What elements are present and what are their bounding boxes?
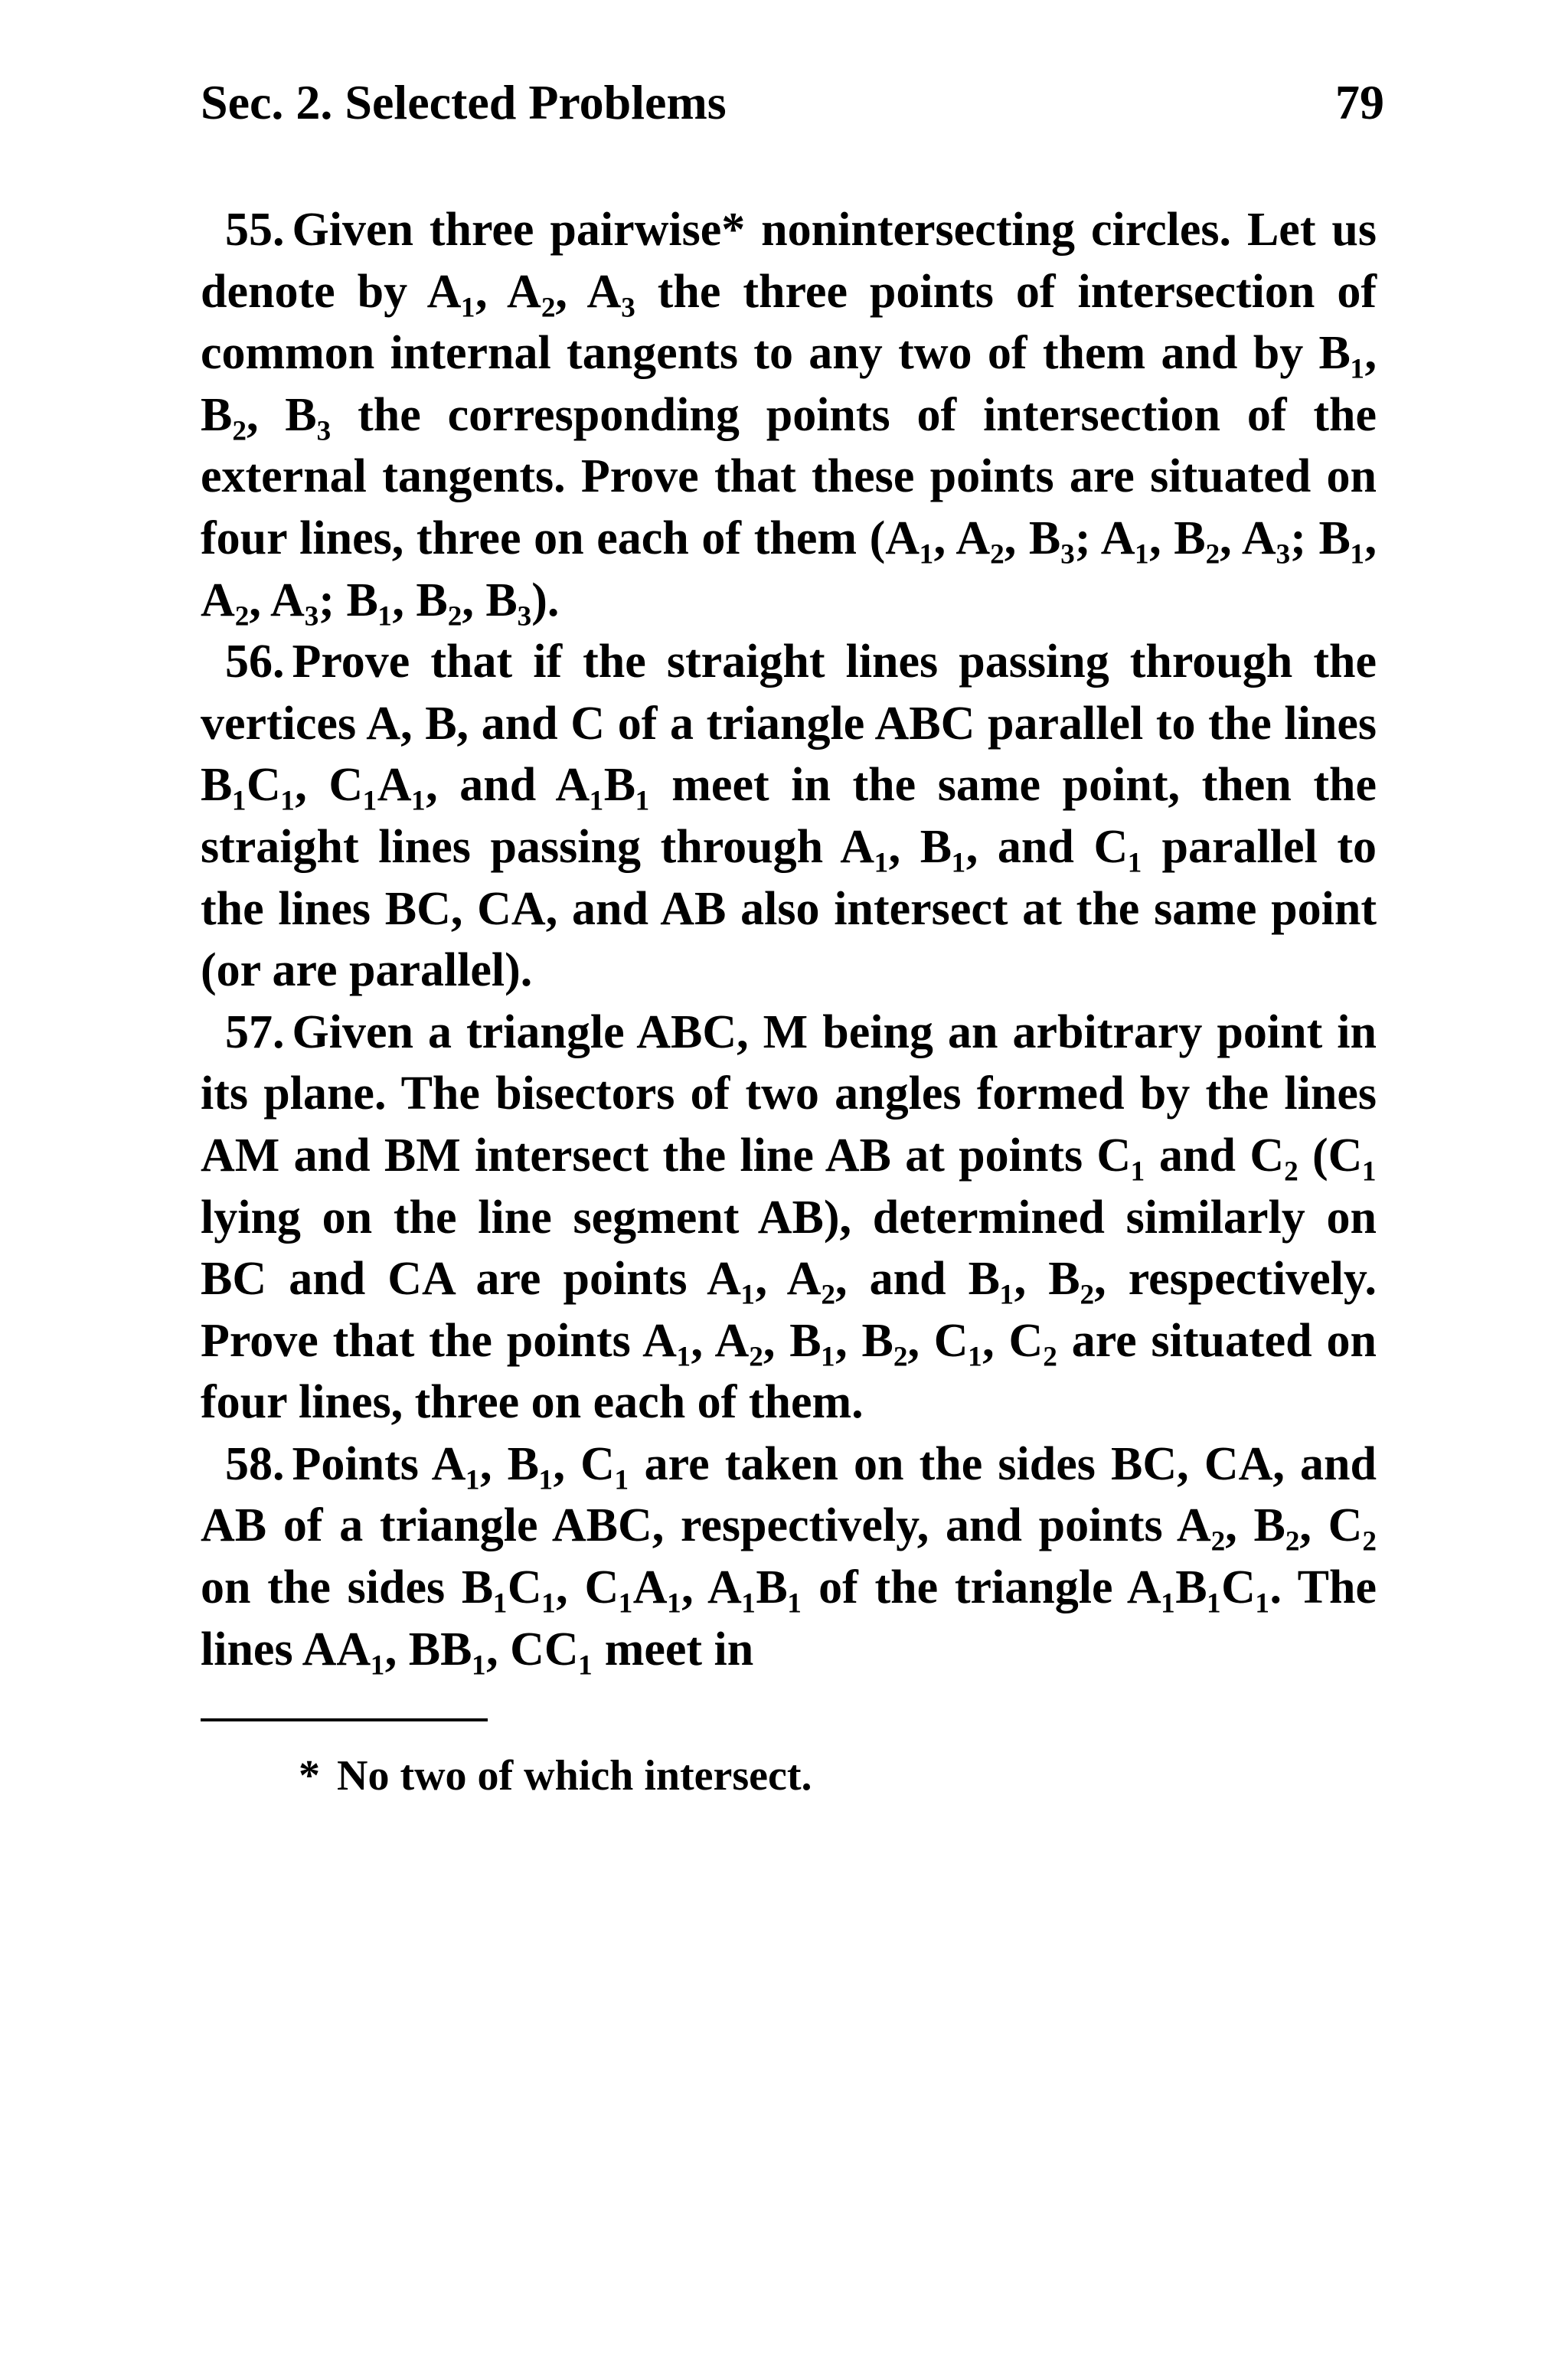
section-title: Sec. 2. Selected Problems [201, 75, 727, 129]
problem-number: 55. [225, 204, 285, 256]
problem-55 [201, 199, 1377, 631]
page-number: 79 [1335, 75, 1384, 129]
problem-text: Given three pairwise* nonintersecting circles. Let us denote by A₁, A₂, A₃ the three points of intersection of common internal tangents to any two of them and by B₁, B₂, B₃ the corresponding points of intersection of the external tangents. Prove that these points are situated on four lines, three on each of them (A₁, A₂, B₃; A₁, B₂, A₃; B₁, A₂, A₃; B₁, B₂, B₃). [201, 204, 1377, 626]
problem-number: 56. [225, 636, 285, 688]
problem-text: Points A₁, B₁, C₁ are taken on the sides BC, CA, and AB of a triangle ABC, respectively, and points A₂, B₂, C₂ on the sides B₁C₁, C₁A₁, A₁B₁ of the triangle A₁B₁C₁. The lines AA₁, BB₁, CC₁ meet in [201, 1437, 1377, 1675]
footnote-divider [201, 1718, 488, 1721]
footnote-text: No two of which intersect. [337, 1752, 812, 1800]
footnote [299, 1751, 1377, 1801]
problem-56 [201, 631, 1377, 1002]
problem-58 [201, 1434, 1377, 1680]
running-head [201, 74, 1384, 132]
footnote-mark: * [299, 1752, 320, 1800]
book-page [201, 74, 1384, 1801]
problem-text: Given a triangle ABC, M being an arbitrary point in its plane. The bisectors of two angles formed by the lines AM and BM intersect the line AB at points C₁ and C₂ (C₁ lying on the line segment AB), determined similarly on BC and CA are points A₁, A₂, and B₁, B₂, respectively. Prove that the points A₁, A₂, B₁, B₂, C₁, C₂ are situated on four lines, three on each of them. [201, 1005, 1377, 1429]
problem-57 [201, 1002, 1377, 1434]
problem-text: Prove that if the straight lines passing through the vertices A, B, and C of a triangle ABC parallel to the lines B₁C₁, C₁A₁, and A₁B₁ meet in the same point, then the straight lines passing through A₁, B₁, and C₁ parallel to the lines BC, CA, and AB also intersect at the same point (or are parallel). [201, 636, 1377, 997]
problem-number: 58. [225, 1437, 285, 1490]
problem-number: 57. [225, 1005, 285, 1058]
